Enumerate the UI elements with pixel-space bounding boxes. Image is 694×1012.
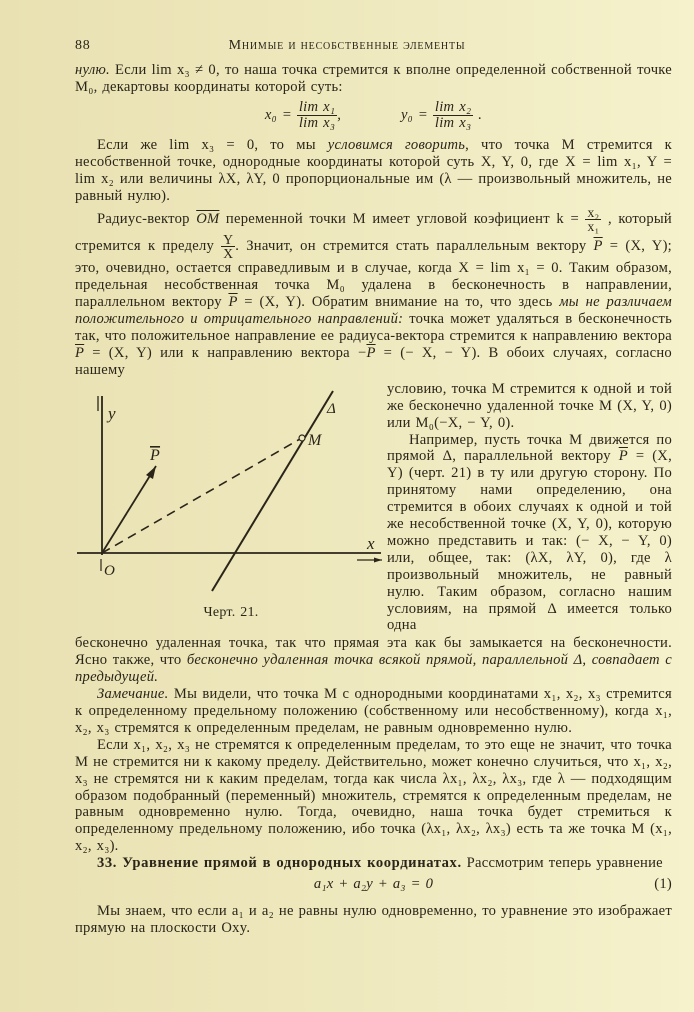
label-x: x (367, 533, 375, 553)
running-title: Мнимые и несобственные элементы (228, 38, 466, 53)
fraction (433, 100, 473, 131)
equation-text: a₁x + a₂y + a₃ = 0 (313, 876, 434, 893)
vector-om: $\overline{OM}$ (196, 211, 220, 228)
text-block-right (387, 381, 672, 635)
denominator: lim x₃ (434, 114, 472, 131)
text: Мы знаем, что если a₁ и a₂ не равны нулю одновременно, то уравнение это изображает прямую на плоскости Oxy. (75, 902, 672, 936)
equation-number: (1) (654, 876, 672, 893)
denominator: lim x₃ (298, 114, 336, 131)
text-block-bottom (75, 635, 672, 936)
text: = (X, Y) или к направлению вектора − (84, 344, 367, 361)
section-33-paragraph (75, 855, 672, 872)
paragraph-2 (75, 137, 672, 205)
figure-21 (75, 381, 387, 603)
label-m: M (308, 431, 322, 449)
page-body (75, 62, 672, 937)
denominator: X (223, 246, 234, 262)
label-p: P (150, 446, 161, 464)
numerator: lim x₂ (434, 98, 472, 115)
text: . Значит, он стремится стать параллельным вектору (235, 238, 594, 255)
text: переменной точки M имеет угловой коэфициент k = (219, 211, 586, 228)
line-delta (212, 391, 333, 591)
vector-p: $\overline{P}$ (593, 238, 603, 255)
italic-text: нулю. (75, 62, 110, 78)
denominator: x₁ (587, 219, 600, 235)
page-number: 88 (75, 38, 91, 53)
figure-row (75, 381, 672, 635)
text: точка может удаляться в бесконечность так, что положительное направление ее радиуса-вектора стремится к направлению вектора (75, 311, 672, 345)
fraction (585, 206, 601, 233)
text: Радиус-вектор (97, 211, 197, 228)
point-m (299, 435, 305, 441)
vector-p: $\overline{P}$ (366, 344, 376, 361)
paragraph-remark (75, 686, 672, 737)
text: бесконечно удаленная точка, так что прямая эта как бы замыкается на бесконечности. Ясно также, что (75, 635, 672, 669)
section-heading: 33. Уравнение прямой в однородных координатах. (97, 855, 462, 872)
text: Рассмотрим теперь уравнение (461, 855, 663, 872)
text-block-top (75, 62, 672, 379)
vector-p-line (102, 466, 156, 553)
text: , который стремится к пределу (75, 211, 672, 255)
text: = (X, Y) (черт. 21) в ту или другую сторону. По принятому нами определению, она стремится в обоих случаях к одной и той же несобственной точке (X, Y, 0), которую можно представить и так: (− X, − Y, 0) или, общее, так: (λX, λY, 0), где λ произвольный множитель, не равный нулю. Таким образом, согласно нашим условиям, на прямой Δ имеется только одна (387, 448, 672, 634)
text: Например, пусть точка M движется по прямой Δ, параллельной вектору (387, 431, 672, 465)
text: Мы видели, что точка M с однородными координатами x₁, x₂, x₃ стремится к определенному предельному положению (собственному или несобственному), когда x₁, x₂, x₃ стремятся к определенным пределам, не равным одновременно нулю. (75, 686, 672, 736)
label-o: O (104, 562, 116, 579)
paragraph-1 (75, 62, 672, 96)
fraction (297, 100, 337, 131)
paragraph-6 (75, 737, 672, 855)
separator: , (337, 106, 342, 123)
italic-text: условимся говорить (327, 136, 466, 153)
vector-p: $\overline{P}$ (228, 294, 238, 311)
italic-text: Замечание. (97, 686, 169, 703)
numerator: x₂ (587, 205, 600, 221)
text: условию, точка M стремится к одной и той же бесконечно удаленной точке M (X, Y, 0) или M₀(−X, − Y, 0). (387, 380, 672, 431)
paragraph-8 (75, 903, 672, 937)
vector-p-arrowhead (146, 466, 156, 479)
numerator: Y (223, 232, 234, 248)
fraction (221, 233, 235, 260)
formula-lhs: y₀ = (400, 106, 429, 123)
vector-p: $\overline{P}$ (618, 448, 628, 465)
formula-x0-y0 (75, 100, 672, 131)
numerator: lim x₁ (298, 98, 336, 115)
label-delta: Δ (327, 400, 337, 417)
figure-21-column (75, 381, 387, 633)
italic-text: бесконечно удаленная точка всякой прямой, параллельной Δ, совпадает с предыдущей. (75, 652, 672, 686)
text: Если x₁, x₂, x₃ не стремятся к определенным пределам, то это еще не значит, что точка M не стремится ни к какому пределу. Действительно, может конечно случиться, что x₁, x₂, x₃ не стремятся ни к каким пределам, тогда как числа λx₁, λx₂, λx₃, где λ — подходящим образом подобранный (переменный) множитель, стремятся к определенным пределам, не равным одновременно нулю. Тогда, очевидно, наша точка будет стремиться к определенному предельному положению, ибо точка (λx₁, λx₂, λx₃) есть та же точка M (x₁, x₂, x₃). (75, 736, 672, 855)
paragraph-3 (75, 206, 672, 378)
figure-caption: Черт. 21. (203, 604, 259, 620)
text: = (− X, − Y). В обоих случаях, согласно нашему (75, 344, 672, 378)
paragraph-4-continued (75, 635, 672, 686)
text: , что точка M стремится к несобственной точке, однородные координаты которой суть X, Y, 0, где X = lim x₁, Y = lim x₂ или величины λX, λY, 0 пропорциональные им (λ — произвольный множитель, не равный нулю). (75, 136, 672, 204)
text: Если же lim x₃ = 0, то мы (97, 136, 328, 153)
paragraph-3-continued (387, 381, 672, 432)
vector-p: $\overline{P}$ (75, 344, 85, 361)
formula-lhs: x₀ = (264, 106, 292, 123)
text: Если lim x₃ ≠ 0, то наша точка стремится к вполне определенной собственной точке M₀, декартовы координаты которой суть: (75, 62, 672, 95)
separator: . (478, 106, 483, 123)
paragraph-4 (387, 432, 672, 635)
text: = (X, Y); это, очевидно, остается справедливым и в случае, когда X = lim x₁ = 0. Таким образом, предельная несобственная точка M₀ удалена в бесконечность в направлении, параллельном вектору (75, 238, 672, 311)
text: = (X, Y). Обратим внимание на то, что здесь (237, 294, 560, 311)
equation-1 (75, 876, 672, 893)
x-arrow-head (374, 557, 382, 562)
italic-text: мы не различаем положительного и отрицательного направлений: (75, 294, 672, 328)
label-y: y (108, 403, 116, 423)
